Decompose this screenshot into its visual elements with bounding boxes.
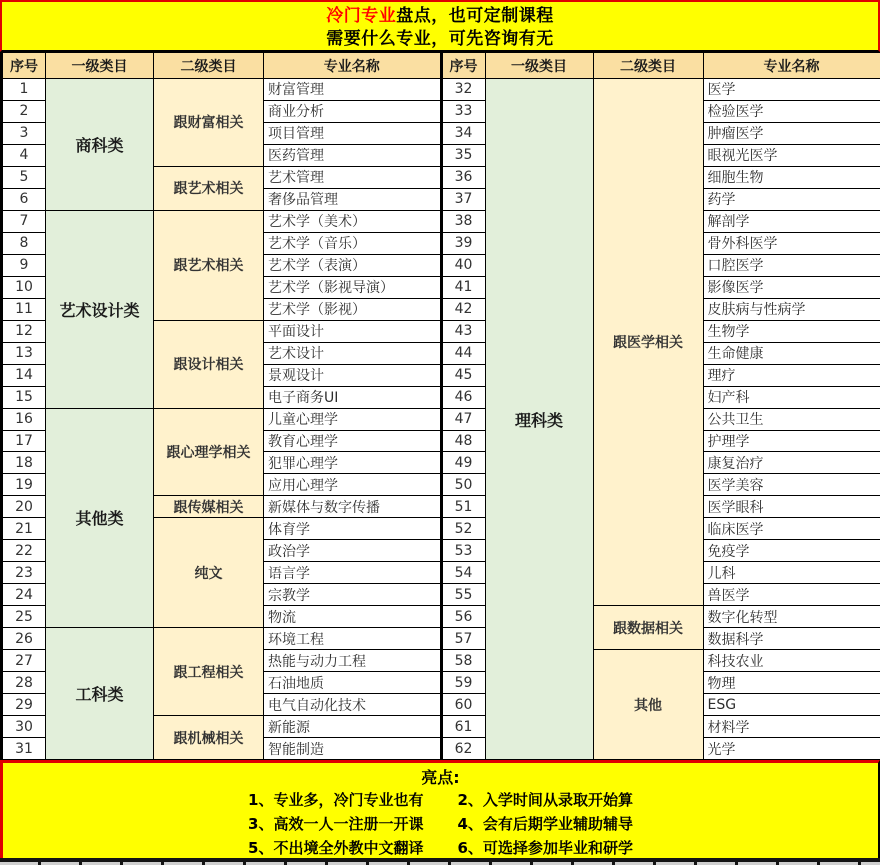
table-row [3,628,441,650]
table-left [2,52,442,760]
col-header-subcategory: 二级类目 [154,53,264,79]
major-name-cell: 影像医学 [703,276,880,298]
major-name-cell: 解剖学 [703,210,880,232]
row-number-cell: 26 [3,628,46,650]
major-name-cell: 公共卫生 [703,408,880,430]
row-number-cell: 35 [442,144,485,166]
row-number-cell: 38 [442,210,485,232]
subcategory-cell: 跟数据相关 [593,606,703,650]
col-header-category: 一级类目 [46,53,154,79]
subcategory-cell: 跟设计相关 [154,320,264,408]
major-name-cell: 儿科 [703,562,880,584]
table-row [3,408,441,430]
row-number-cell: 41 [442,276,485,298]
major-name-cell: 材料学 [703,716,880,738]
row-number-cell: 13 [3,342,46,364]
major-name-cell: 犯罪心理学 [264,452,441,474]
major-name-cell: 光学 [703,738,880,760]
major-name-cell: 数字化转型 [703,606,880,628]
subcategory-cell: 跟工程相关 [154,628,264,716]
col-header-major: 专业名称 [264,53,441,79]
subcategory-cell: 跟财富相关 [154,79,264,167]
major-name-cell: 免疫学 [703,540,880,562]
major-name-cell: 艺术设计 [264,342,441,364]
row-number-cell: 45 [442,364,485,386]
major-name-cell: 数据科学 [703,628,880,650]
highlight-item: 6、可选择参加毕业和研学 [457,839,633,857]
subcategory-cell: 跟医学相关 [593,79,703,606]
major-name-cell: 兽医学 [703,584,880,606]
row-number-cell: 25 [3,606,46,628]
major-name-cell: 财富管理 [264,79,441,101]
table-right-body [442,79,880,760]
row-number-cell: 17 [3,430,46,452]
table-row [442,79,880,101]
row-number-cell: 33 [442,100,485,122]
row-number-cell: 14 [3,364,46,386]
cutoff-next-row-strip [0,858,880,865]
row-number-cell: 51 [442,496,485,518]
major-name-cell: 肿瘤医学 [703,122,880,144]
highlight-item: 4、会有后期学业辅助辅导 [457,815,633,833]
major-name-cell: 新媒体与数字传播 [264,496,441,518]
row-number-cell: 24 [3,584,46,606]
row-number-cell: 3 [3,122,46,144]
major-name-cell: 口腔医学 [703,254,880,276]
major-name-cell: 环境工程 [264,628,441,650]
major-name-cell: 骨外科医学 [703,232,880,254]
row-number-cell: 4 [3,144,46,166]
row-number-cell: 2 [3,100,46,122]
major-name-cell: 艺术学（影视导演） [264,276,441,298]
major-name-cell: 电子商务UI [264,386,441,408]
major-name-cell: 平面设计 [264,320,441,342]
major-name-cell: 新能源 [264,716,441,738]
category-cell: 工科类 [46,628,154,760]
row-number-cell: 12 [3,320,46,342]
row-number-cell: 30 [3,716,46,738]
major-name-cell: 艺术学（音乐） [264,232,441,254]
major-name-cell: 理疗 [703,364,880,386]
major-name-cell: 医学眼科 [703,496,880,518]
row-number-cell: 52 [442,518,485,540]
banner-title-highlight: 冷门专业 [326,6,397,26]
subcategory-cell: 跟艺术相关 [154,210,264,320]
major-name-cell: 药学 [703,188,880,210]
col-header-no: 序号 [3,53,46,79]
row-number-cell: 62 [442,738,485,760]
major-name-cell: 电气自动化技术 [264,694,441,716]
row-number-cell: 55 [442,584,485,606]
row-number-cell: 59 [442,672,485,694]
major-name-cell: 艺术学（美术） [264,210,441,232]
table-row [3,79,441,101]
row-number-cell: 46 [442,386,485,408]
row-number-cell: 22 [3,540,46,562]
major-name-cell: 细胞生物 [703,166,880,188]
major-name-cell: 项目管理 [264,122,441,144]
table-left-body [3,79,441,760]
row-number-cell: 23 [3,562,46,584]
row-number-cell: 8 [3,232,46,254]
header-row [3,53,441,79]
row-number-cell: 20 [3,496,46,518]
row-number-cell: 6 [3,188,46,210]
highlight-item: 5、不出境全外教中文翻译 [248,839,424,857]
row-number-cell: 11 [3,298,46,320]
category-cell: 艺术设计类 [46,210,154,408]
row-number-cell: 54 [442,562,485,584]
major-name-cell: 物流 [264,606,441,628]
major-name-cell: 生命健康 [703,342,880,364]
major-name-cell: 康复治疗 [703,452,880,474]
major-name-cell: 智能制造 [264,738,441,760]
row-number-cell: 44 [442,342,485,364]
major-name-cell: 护理学 [703,430,880,452]
major-name-cell: ESG [703,694,880,716]
major-name-cell: 儿童心理学 [264,408,441,430]
highlights-section [0,760,880,858]
highlight-item: 1、专业多，冷门专业也有 [248,791,424,809]
col-header-category: 一级类目 [485,53,593,79]
highlight-item: 3、高效一人一注册一开课 [248,815,424,833]
row-number-cell: 28 [3,672,46,694]
row-number-cell: 10 [3,276,46,298]
major-name-cell: 政治学 [264,540,441,562]
col-header-subcategory: 二级类目 [593,53,703,79]
header-row [442,53,880,79]
highlight-item: 2、入学时间从录取开始算 [457,791,633,809]
table-row [3,210,441,232]
major-name-cell: 景观设计 [264,364,441,386]
subcategory-cell: 跟艺术相关 [154,166,264,210]
row-number-cell: 53 [442,540,485,562]
major-name-cell: 奢侈品管理 [264,188,441,210]
major-name-cell: 医学美容 [703,474,880,496]
row-number-cell: 50 [442,474,485,496]
category-cell: 其他类 [46,408,154,628]
row-number-cell: 29 [3,694,46,716]
row-number-cell: 19 [3,474,46,496]
row-number-cell: 58 [442,650,485,672]
row-number-cell: 36 [442,166,485,188]
major-name-cell: 热能与动力工程 [264,650,441,672]
subcategory-cell: 其他 [593,650,703,760]
row-number-cell: 39 [442,232,485,254]
subcategory-cell: 纯文 [154,518,264,628]
major-name-cell: 医药管理 [264,144,441,166]
row-number-cell: 48 [442,430,485,452]
major-name-cell: 物理 [703,672,880,694]
banner-title-rest: 盘点，也可定制课程 [396,6,554,26]
majors-tables [0,52,880,760]
major-name-cell: 检验医学 [703,100,880,122]
banner-title [2,5,878,28]
category-cell: 商科类 [46,79,154,211]
major-name-cell: 体育学 [264,518,441,540]
major-name-cell: 科技农业 [703,650,880,672]
major-name-cell: 艺术学（影视） [264,298,441,320]
subcategory-cell: 跟机械相关 [154,716,264,760]
major-name-cell: 妇产科 [703,386,880,408]
major-name-cell: 艺术学（表演） [264,254,441,276]
row-number-cell: 21 [3,518,46,540]
row-number-cell: 60 [442,694,485,716]
major-name-cell: 石油地质 [264,672,441,694]
major-name-cell: 商业分析 [264,100,441,122]
row-number-cell: 15 [3,386,46,408]
row-number-cell: 18 [3,452,46,474]
major-name-cell: 皮肤病与性病学 [703,298,880,320]
row-number-cell: 57 [442,628,485,650]
row-number-cell: 7 [3,210,46,232]
row-number-cell: 47 [442,408,485,430]
category-cell: 理科类 [485,79,593,760]
row-number-cell: 16 [3,408,46,430]
row-number-cell: 40 [442,254,485,276]
highlights-title: 亮点: [421,768,460,787]
row-number-cell: 5 [3,166,46,188]
major-name-cell: 眼视光医学 [703,144,880,166]
major-name-cell: 宗教学 [264,584,441,606]
row-number-cell: 27 [3,650,46,672]
major-name-cell: 临床医学 [703,518,880,540]
subcategory-cell: 跟传媒相关 [154,496,264,518]
row-number-cell: 42 [442,298,485,320]
major-name-cell: 生物学 [703,320,880,342]
row-number-cell: 49 [442,452,485,474]
major-name-cell: 艺术管理 [264,166,441,188]
row-number-cell: 43 [442,320,485,342]
major-name-cell: 教育心理学 [264,430,441,452]
row-number-cell: 1 [3,79,46,101]
row-number-cell: 34 [442,122,485,144]
row-number-cell: 37 [442,188,485,210]
row-number-cell: 56 [442,606,485,628]
col-header-no: 序号 [442,53,485,79]
col-header-major: 专业名称 [703,53,880,79]
row-number-cell: 32 [442,79,485,101]
table-right [442,52,880,760]
subcategory-cell: 跟心理学相关 [154,408,264,496]
row-number-cell: 61 [442,716,485,738]
major-name-cell: 医学 [703,79,880,101]
row-number-cell: 9 [3,254,46,276]
major-name-cell: 语言学 [264,562,441,584]
highlights-list [3,789,878,859]
major-name-cell: 应用心理学 [264,474,441,496]
row-number-cell: 31 [3,738,46,760]
top-banner [0,0,880,52]
banner-subtitle: 需要什么专业，可先咨询有无 [326,29,554,49]
